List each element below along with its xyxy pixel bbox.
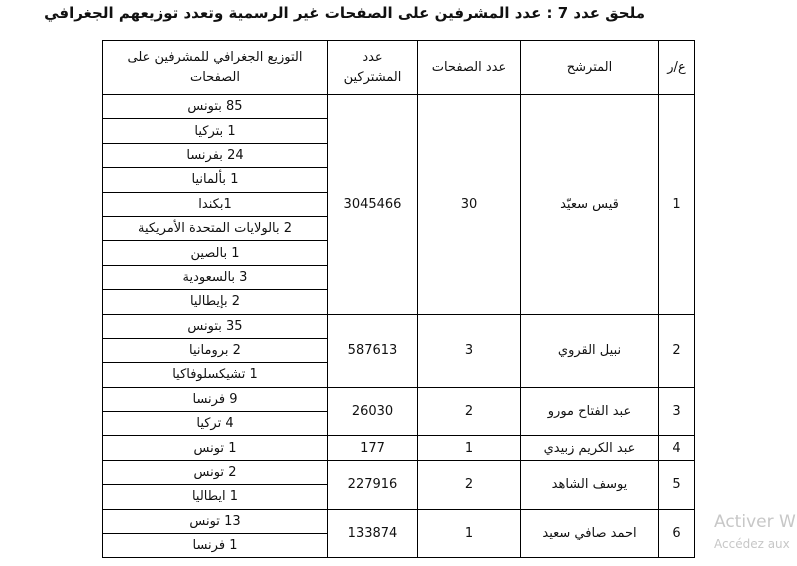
row-number-cell: 5	[659, 460, 695, 509]
pages-count-cell: 1	[418, 436, 521, 460]
subscribers-count-cell: 227916	[328, 460, 418, 509]
table-row	[103, 314, 695, 338]
row-number-cell: 6	[659, 509, 695, 558]
distribution-cell: 1 بالصين	[103, 241, 328, 265]
distribution-cell: 1 تشيكسلوفاكيا	[103, 363, 328, 387]
distribution-cell: 1بكندا	[103, 192, 328, 216]
distribution-cell: 2 بإيطاليا	[103, 290, 328, 314]
pages-count-cell: 30	[418, 95, 521, 315]
table-row	[103, 436, 695, 460]
distribution-cell: 1 فرنسا	[103, 534, 328, 558]
candidate-cell: نبيل القروي	[521, 314, 659, 387]
header-subscribers: عدد المشتركين	[328, 41, 418, 95]
row-number-cell: 2	[659, 314, 695, 387]
distribution-cell: 2 برومانيا	[103, 338, 328, 362]
table-row	[103, 95, 695, 119]
distribution-cell: 9 فرنسا	[103, 387, 328, 411]
distribution-cell: 35 بتونس	[103, 314, 328, 338]
candidate-cell: احمد صافي سعيد	[521, 509, 659, 558]
distribution-cell: 1 ايطاليا	[103, 485, 328, 509]
pages-count-cell: 2	[418, 387, 521, 436]
activation-watermark-subtext: Accédez aux	[714, 537, 790, 551]
row-number-cell: 4	[659, 436, 695, 460]
candidate-cell: عبد الفتاح مورو	[521, 387, 659, 436]
pages-count-cell: 3	[418, 314, 521, 387]
header-pages: عدد الصفحات	[418, 41, 521, 95]
subscribers-count-cell: 26030	[328, 387, 418, 436]
table-row	[103, 387, 695, 411]
table-row	[103, 509, 695, 533]
distribution-cell: 13 تونس	[103, 509, 328, 533]
row-number-cell: 3	[659, 387, 695, 436]
distribution-cell: 1 بألمانيا	[103, 168, 328, 192]
header-number: ع/ر	[659, 41, 695, 95]
header-row	[103, 41, 695, 95]
subscribers-count-cell: 177	[328, 436, 418, 460]
distribution-cell: 2 بالولايات المتحدة الأمريكية	[103, 216, 328, 240]
table-row	[103, 460, 695, 484]
distribution-cell: 85 بتونس	[103, 95, 328, 119]
header-distribution: التوزيع الجغرافي للمشرفين على الصفحات	[103, 41, 328, 95]
header-candidate: المترشح	[521, 41, 659, 95]
candidates-pages-table	[102, 40, 695, 558]
candidate-cell: يوسف الشاهد	[521, 460, 659, 509]
distribution-cell: 24 بفرنسا	[103, 143, 328, 167]
activation-watermark: Activer W	[714, 512, 796, 532]
candidate-cell: عبد الكريم زبيدي	[521, 436, 659, 460]
table-body	[103, 95, 695, 558]
distribution-cell: 3 بالسعودية	[103, 265, 328, 289]
pages-count-cell: 2	[418, 460, 521, 509]
table-caption: ملحق عدد 7 : عدد المشرفين على الصفحات غير الرسمية وتعدد توزيعهم الجغرافي	[44, 4, 645, 22]
pages-count-cell: 1	[418, 509, 521, 558]
distribution-cell: 4 تركيا	[103, 412, 328, 436]
distribution-cell: 2 تونس	[103, 460, 328, 484]
distribution-cell: 1 تونس	[103, 436, 328, 460]
subscribers-count-cell: 3045466	[328, 95, 418, 315]
candidate-cell: قيس سعيّد	[521, 95, 659, 315]
distribution-cell: 1 بتركيا	[103, 119, 328, 143]
row-number-cell: 1	[659, 95, 695, 315]
subscribers-count-cell: 133874	[328, 509, 418, 558]
subscribers-count-cell: 587613	[328, 314, 418, 387]
